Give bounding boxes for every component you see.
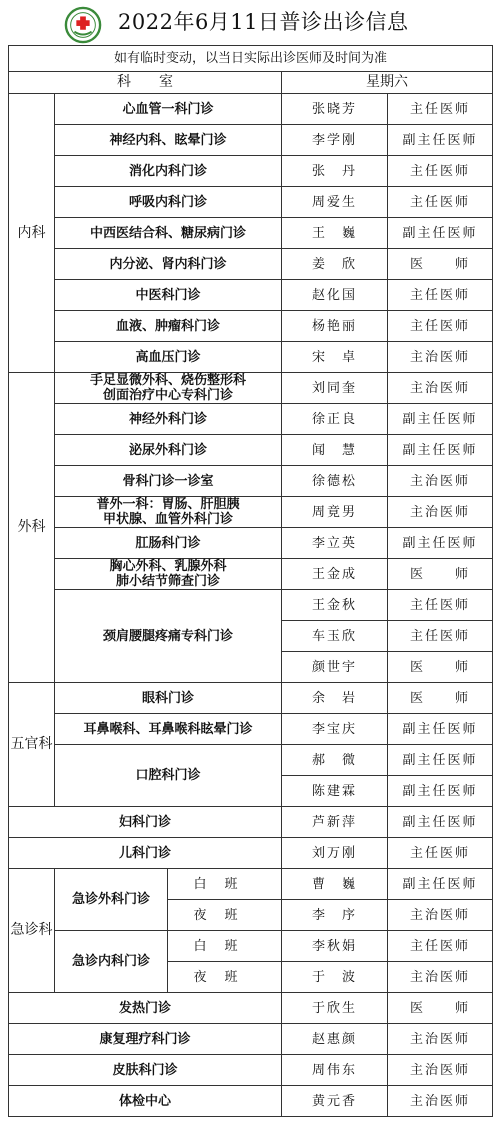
doctor-title: 主治医师	[388, 1055, 493, 1086]
department-name	[55, 497, 282, 528]
doctor-title: 副主任医师	[388, 776, 493, 807]
doctor-title: 医 师	[388, 559, 493, 590]
department-name: 消化内科门诊	[55, 156, 282, 187]
doctor-title: 副主任医师	[388, 714, 493, 745]
department-line-1: 胸心外科、乳腺外科	[109, 559, 227, 574]
doctor-name: 赵化国	[282, 280, 388, 311]
doctor-title: 主治医师	[388, 466, 493, 497]
shift-label: 夜班	[168, 900, 282, 931]
department-name: 眼科门诊	[55, 683, 282, 714]
doctor-title: 副主任医师	[388, 528, 493, 559]
notice-text: 如有临时变动，以当日实际出诊医师及时间为准	[9, 46, 493, 72]
doctor-name: 徐德松	[282, 466, 388, 497]
department-name: 神经外科门诊	[55, 404, 282, 435]
doctor-title: 医 师	[388, 249, 493, 280]
department-name: 心血管一科门诊	[55, 94, 282, 125]
hospital-logo-icon	[64, 6, 102, 44]
department-name: 泌尿外科门诊	[55, 435, 282, 466]
department-name: 中西医结合科、糖尿病门诊	[55, 218, 282, 249]
department-line-1: 普外一科：胃肠、肝胆胰	[96, 497, 240, 512]
schedule-table	[8, 45, 493, 1117]
doctor-title: 主治医师	[388, 497, 493, 528]
department-name: 神经内科、眩晕门诊	[55, 125, 282, 156]
department-name: 妇科门诊	[9, 807, 282, 838]
department-name: 儿科门诊	[9, 838, 282, 869]
title-bar	[0, 0, 500, 43]
shift-label: 白班	[168, 869, 282, 900]
department-name: 血液、肿瘤科门诊	[55, 311, 282, 342]
category-emergency: 急诊科	[9, 869, 55, 993]
doctor-name: 车玉欣	[282, 621, 388, 652]
doctor-name: 曹 巍	[282, 869, 388, 900]
doctor-name: 黄元香	[282, 1086, 388, 1117]
department-name	[55, 559, 282, 590]
doctor-title: 主治医师	[388, 342, 493, 373]
department-line-2: 甲状腺、血管外科门诊	[102, 512, 233, 527]
doctor-name: 王金秋	[282, 590, 388, 621]
doctor-title: 主任医师	[388, 94, 493, 125]
department-name: 耳鼻喉科、耳鼻喉科眩晕门诊	[55, 714, 282, 745]
doctor-name: 赵惠颜	[282, 1024, 388, 1055]
doctor-name: 李宝庆	[282, 714, 388, 745]
doctor-name: 刘同奎	[282, 373, 388, 404]
doctor-name: 李 序	[282, 900, 388, 931]
doctor-title: 主治医师	[388, 1024, 493, 1055]
header-department: 科 室	[9, 72, 282, 94]
doctor-name: 周爱生	[282, 187, 388, 218]
doctor-name: 李秋娟	[282, 931, 388, 962]
doctor-title: 主任医师	[388, 187, 493, 218]
doctor-title: 主任医师	[388, 931, 493, 962]
category-internal-medicine: 内科	[9, 94, 55, 373]
doctor-title: 主任医师	[388, 280, 493, 311]
department-line-1: 手足显微外科、烧伤整形科	[89, 373, 246, 388]
doctor-name: 于欣生	[282, 993, 388, 1024]
doctor-name: 于 波	[282, 962, 388, 993]
department-name: 呼吸内科门诊	[55, 187, 282, 218]
page-title: 2022年6月11日普诊出诊信息	[118, 10, 409, 34]
department-name: 骨科门诊一诊室	[55, 466, 282, 497]
shift-label: 白班	[168, 931, 282, 962]
doctor-title: 副主任医师	[388, 125, 493, 156]
doctor-name: 徐正良	[282, 404, 388, 435]
doctor-name: 陈建霖	[282, 776, 388, 807]
header-day: 星期六	[282, 72, 493, 94]
doctor-name: 周伟东	[282, 1055, 388, 1086]
department-name: 肛肠科门诊	[55, 528, 282, 559]
doctor-title: 医 师	[388, 652, 493, 683]
doctor-title: 主任医师	[388, 156, 493, 187]
doctor-name: 张 丹	[282, 156, 388, 187]
department-name: 口腔科门诊	[55, 745, 282, 807]
department-name: 急诊内科门诊	[55, 931, 168, 993]
doctor-title: 副主任医师	[388, 404, 493, 435]
department-name: 内分泌、肾内科门诊	[55, 249, 282, 280]
doctor-name: 李立英	[282, 528, 388, 559]
doctor-name: 姜 欣	[282, 249, 388, 280]
doctor-title: 医 师	[388, 683, 493, 714]
department-line-2: 创面治疗中心专科门诊	[102, 388, 233, 403]
doctor-name: 余 岩	[282, 683, 388, 714]
doctor-name: 王 巍	[282, 218, 388, 249]
doctor-name: 郝 微	[282, 745, 388, 776]
doctor-name: 闻 慧	[282, 435, 388, 466]
doctor-title: 主任医师	[388, 838, 493, 869]
doctor-name: 张晓芳	[282, 94, 388, 125]
department-name	[55, 373, 282, 404]
department-name: 体检中心	[9, 1086, 282, 1117]
doctor-title: 主治医师	[388, 962, 493, 993]
doctor-title: 主治医师	[388, 1086, 493, 1117]
department-name: 康复理疗科门诊	[9, 1024, 282, 1055]
doctor-name: 杨艳丽	[282, 311, 388, 342]
doctor-title: 副主任医师	[388, 869, 493, 900]
department-name: 高血压门诊	[55, 342, 282, 373]
doctor-title: 主任医师	[388, 621, 493, 652]
doctor-title: 副主任医师	[388, 745, 493, 776]
department-name: 中医科门诊	[55, 280, 282, 311]
doctor-name: 颜世宇	[282, 652, 388, 683]
doctor-name: 王金成	[282, 559, 388, 590]
doctor-title: 医 师	[388, 993, 493, 1024]
department-name: 颈肩腰腿疼痛专科门诊	[55, 590, 282, 683]
department-name: 发热门诊	[9, 993, 282, 1024]
doctor-title: 主治医师	[388, 900, 493, 931]
doctor-title: 副主任医师	[388, 218, 493, 249]
doctor-name: 周竟男	[282, 497, 388, 528]
department-name: 皮肤科门诊	[9, 1055, 282, 1086]
doctor-name: 芦新萍	[282, 807, 388, 838]
doctor-name: 刘万刚	[282, 838, 388, 869]
shift-label: 夜班	[168, 962, 282, 993]
doctor-name: 宋 卓	[282, 342, 388, 373]
doctor-title: 副主任医师	[388, 435, 493, 466]
doctor-title: 主任医师	[388, 590, 493, 621]
doctor-title: 主任医师	[388, 311, 493, 342]
category-surgery: 外科	[9, 373, 55, 683]
department-line-2: 肺小结节筛查门诊	[115, 574, 220, 589]
category-ent-eye-oral: 五官科	[9, 683, 55, 807]
doctor-title: 副主任医师	[388, 807, 493, 838]
doctor-name: 李学刚	[282, 125, 388, 156]
doctor-title: 主治医师	[388, 373, 493, 404]
department-name: 急诊外科门诊	[55, 869, 168, 931]
